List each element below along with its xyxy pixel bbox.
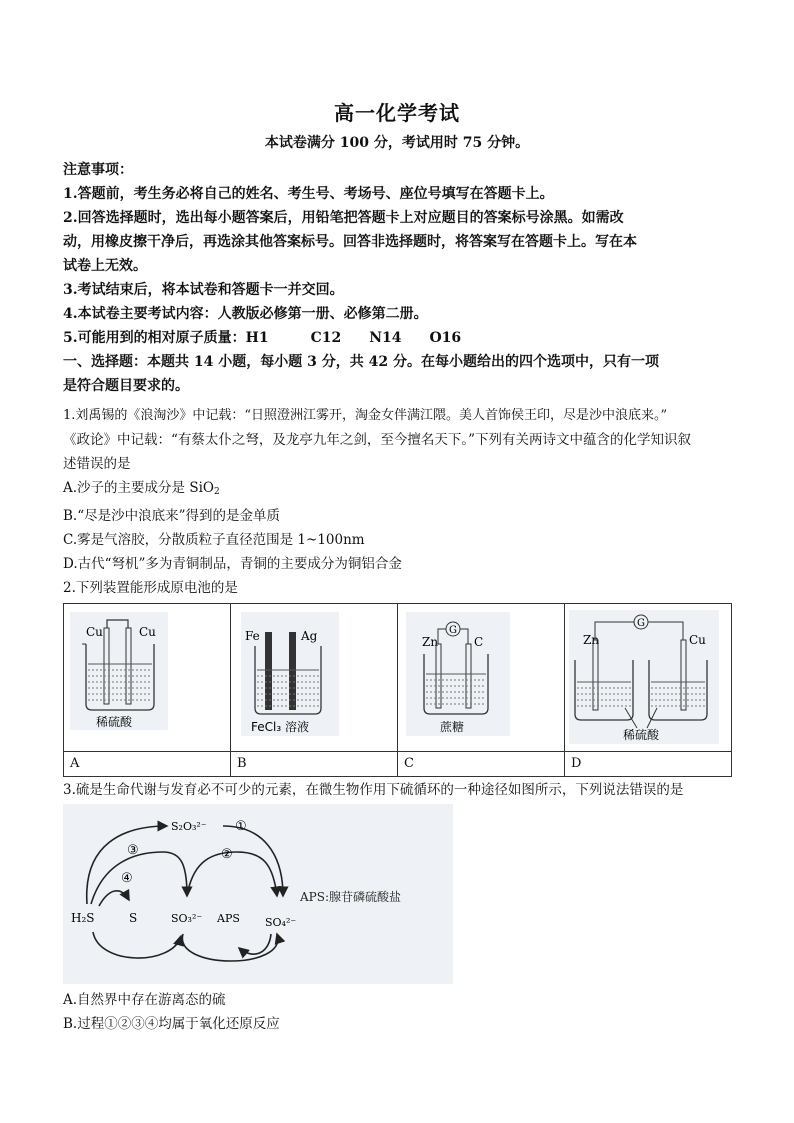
electrode-label-cu-left: Cu [86, 625, 103, 639]
q1-stem-line-1: 1.刘禹锡的《浪淘沙》中记载：“日照澄洲江雾开，淘金女伴满江隈。美人首饰侯王印，尽是沙中浪底来。” [63, 408, 668, 423]
q1-option-a-subscript: 2 [213, 487, 220, 497]
exam-subtitle: 本试卷满分 100 分，考试用时 75 分钟。 [264, 135, 530, 151]
note-2-line-2: 动，用橡皮擦干净后，再选涂其他答案标号。回答非选择题时，将答案写在答题卡上。写在本 [63, 234, 637, 250]
note-2-line-1: 2.回答选择题时，选出每小题答案后，用铅笔把答题卡上对应题目的答案标号涂黑。如需改 [63, 210, 624, 226]
aps-note: APS:腺苷磷硫酸盐 [300, 890, 402, 904]
node-aps: APS [217, 912, 240, 925]
q2-figure-d [565, 604, 732, 752]
note-1: 1.答题前，考生务必将自己的姓名、考生号、考场号、座位号填写在答题卡上。 [63, 186, 554, 202]
electrode-label-cu-d: Cu [689, 633, 706, 647]
galvanic-cell-a-diagram [64, 604, 230, 747]
q2-stem: 2.下列装置能形成原电池的是 [63, 580, 238, 596]
electrode-label-cu-right: Cu [139, 625, 156, 639]
option-label-d: D [565, 752, 732, 777]
note-3: 3.考试结束后，将本试卷和答题卡一并交回。 [63, 282, 344, 298]
note-2-line-3: 试卷上无效。 [63, 258, 147, 274]
galvanic-cell-d-diagram [565, 604, 731, 747]
q1-stem-line-3: 述错误的是 [63, 456, 131, 472]
note-4: 4.本试卷主要考试内容：人教版必修第一册、必修第二册。 [63, 306, 428, 322]
question-3-stem [63, 778, 733, 802]
q1-option-d: D.古代“弩机”多为青铜制品，青铜的主要成分为铜铝合金 [63, 556, 402, 572]
step-2-label: ② [221, 847, 233, 862]
exam-title: 高一化学考试 [334, 101, 460, 125]
galvanometer-label-d: G [637, 618, 645, 629]
step-1-label: ① [235, 819, 247, 834]
galvanometer-label-c: G [449, 625, 457, 636]
galvanic-cell-b-diagram [231, 604, 397, 747]
option-label-b: B [231, 752, 398, 777]
electrode-label-fe: Fe [245, 629, 260, 643]
question-3-options [63, 988, 733, 1036]
q2-figure-c [398, 604, 565, 752]
galvanic-cell-c-diagram [398, 604, 564, 747]
node-so3: SO₃²⁻ [171, 912, 203, 925]
note-5: 5.可能用到的相对原子质量：H1 C12 N14 O16 [63, 330, 462, 346]
q3-stem: 3.硫是生命代谢与发育必不可少的元素，在微生物作用下硫循环的一种途径如图所示，下列说法错误的是 [63, 782, 684, 798]
q3-option-b: B.过程①②③④均属于氧化还原反应 [63, 1016, 280, 1032]
q1-option-b: B.“尽是沙中浪底来”得到的是金单质 [63, 508, 281, 524]
option-label-a: A [64, 752, 231, 777]
solution-label-c: 蔗糖 [440, 720, 465, 734]
step-4-label: ④ [121, 871, 133, 886]
q2-options-table [63, 603, 732, 777]
electrode-label-c: C [474, 635, 484, 649]
section-1-line-1: 一、选择题：本题共 14 小题，每小题 3 分，共 42 分。在每小题给出的四个选项中，只有一项 [63, 354, 659, 370]
node-h2s: H₂S [71, 911, 95, 925]
q2-figure-a [64, 604, 231, 752]
electrode-label-ag: Ag [301, 629, 318, 643]
notes-section [63, 158, 733, 398]
q1-option-a [63, 476, 733, 504]
q2-figure-b [231, 604, 398, 752]
solution-label-d: 稀硫酸 [623, 728, 660, 742]
step-3-label: ③ [127, 843, 139, 858]
question-1 [63, 404, 733, 600]
solution-label-b: FeCl₃ 溶液 [251, 720, 309, 734]
q1-option-c: C.雾是气溶胶，分散质粒子直径范围是 1~100nm [63, 532, 365, 548]
option-label-c: C [398, 752, 565, 777]
node-so4: SO₄²⁻ [265, 916, 297, 929]
node-s: S [129, 911, 138, 925]
notes-heading: 注意事项： [63, 162, 133, 178]
node-s2o3: S₂O₃²⁻ [171, 820, 207, 833]
solution-label-a: 稀硫酸 [96, 715, 133, 729]
section-1-line-2: 是符合题目要求的。 [63, 378, 189, 394]
electrode-label-zn-d: Zn [583, 633, 600, 647]
q1-stem-line-2: 《政论》中记载：“有蔡太仆之弩，及龙亭九年之剑，至今擅名天下。”下列有关两诗文中蕴含的化学知识叙 [63, 432, 692, 448]
q1-option-a-text: A.沙子的主要成分是 SiO [63, 480, 214, 496]
electrode-label-zn-c: Zn [422, 635, 439, 649]
q3-option-a: A.自然界中存在游离态的硫 [63, 992, 226, 1008]
